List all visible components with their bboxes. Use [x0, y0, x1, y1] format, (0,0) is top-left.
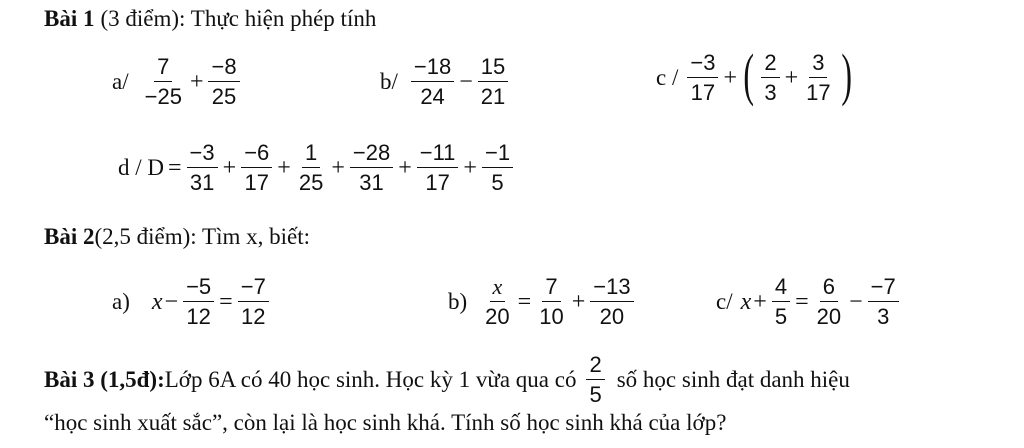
bai1-points: (3 điểm): [100, 6, 180, 31]
bai2-title: Bài 2: [44, 224, 95, 249]
numerator: −11: [417, 142, 459, 168]
operator: +: [753, 288, 767, 315]
fraction: [482, 142, 513, 194]
numerator: −1: [482, 142, 513, 168]
bai1-heading: [44, 6, 376, 32]
denominator: 17: [425, 170, 450, 195]
right-parenthesis: ): [840, 42, 852, 107]
numerator: 15: [478, 56, 508, 82]
bai3-title: Bài 3 (1,5đ):: [44, 367, 165, 392]
denominator: 20: [599, 304, 625, 329]
denominator: 31: [359, 170, 384, 195]
problem-label: b): [448, 289, 468, 314]
operator: +: [571, 288, 586, 315]
problem-label: c/: [716, 289, 733, 314]
numerator: 3: [809, 52, 827, 78]
bai2-problem-b: [448, 276, 637, 328]
fraction: [478, 56, 508, 108]
denominator: 5: [774, 304, 788, 329]
denominator: 12: [186, 304, 211, 329]
bai3-line2: [44, 410, 726, 436]
numerator: 1: [302, 142, 320, 168]
fraction: [868, 276, 899, 328]
variable-x: x: [740, 288, 752, 315]
equals-sign: =: [168, 154, 182, 181]
denominator: 21: [480, 84, 506, 109]
denominator: 17: [806, 80, 831, 105]
fraction: [687, 52, 718, 104]
equals-sign: =: [219, 288, 233, 315]
problem-label: c /: [656, 65, 679, 90]
bai1-task: : Thực hiện phép tính: [179, 6, 377, 31]
denominator: 10: [539, 304, 564, 329]
variable-x: x: [151, 288, 163, 315]
numerator: 6: [820, 276, 838, 302]
bai2-problem-a: [112, 276, 272, 328]
operator: +: [723, 64, 737, 91]
fraction: [772, 276, 790, 328]
bai2-heading: [44, 224, 310, 250]
bai3-text3: “học sinh xuất sắc”, còn lại là học sinh khá. Tính số học sinh khá của lớp?: [44, 410, 727, 435]
equals-sign: =: [795, 288, 809, 315]
problem-label: a/: [112, 69, 129, 94]
denominator: 5: [589, 382, 602, 407]
numerator: −5: [183, 276, 214, 302]
numerator: 2: [761, 52, 779, 78]
bai1-problem-a: [112, 56, 243, 108]
denominator: 24: [420, 84, 445, 109]
problem-label: b/: [380, 69, 398, 94]
numerator: −28: [350, 142, 393, 168]
numerator: x: [490, 276, 506, 302]
bai1-problem-b: [380, 56, 511, 108]
numerator: 7: [542, 276, 560, 302]
fraction: [241, 142, 272, 194]
numerator: −7: [868, 276, 899, 302]
denominator: 20: [816, 304, 842, 329]
operator: +: [222, 154, 237, 181]
fraction: [590, 276, 633, 328]
fraction: [183, 276, 214, 328]
fraction: [238, 276, 269, 328]
operator: +: [398, 154, 412, 181]
denominator: 25: [298, 170, 324, 195]
numerator: 7: [154, 56, 172, 82]
bai1-problem-d: [118, 142, 516, 194]
numerator: 4: [772, 276, 790, 302]
bai3-line1: [44, 354, 850, 406]
bai3-text1: Lớp 6A có 40 học sinh. Học kỳ 1 vừa qua có: [164, 367, 577, 392]
numerator: −8: [208, 56, 239, 82]
fraction: [761, 52, 779, 104]
fraction: [803, 52, 833, 104]
denominator: 5: [491, 170, 504, 195]
operator: +: [331, 154, 345, 181]
operator: +: [784, 64, 799, 91]
numerator: −13: [590, 276, 633, 302]
numerator: −6: [241, 142, 272, 168]
fraction: [187, 142, 218, 194]
numerator: −18: [411, 56, 454, 82]
operator: −: [849, 288, 863, 315]
left-parenthesis: (: [743, 42, 754, 107]
bai3-text2: số học sinh đạt danh hiệu: [616, 367, 850, 392]
denominator: 25: [211, 84, 237, 109]
numerator: −7: [238, 276, 269, 302]
fraction: [586, 354, 604, 406]
fraction: [208, 56, 239, 108]
denominator: 17: [690, 80, 716, 105]
operator: −: [459, 68, 473, 95]
numerator: 2: [586, 354, 604, 380]
equals-sign: =: [517, 288, 532, 315]
fraction: [411, 56, 454, 108]
operator: +: [189, 68, 204, 95]
problem-label: d / D: [118, 155, 164, 180]
denominator: 3: [764, 80, 777, 105]
fraction: [536, 276, 566, 328]
problem-label: a): [112, 289, 130, 314]
fraction: [417, 142, 459, 194]
numerator: −3: [187, 142, 218, 168]
denominator: 20: [485, 304, 510, 329]
denominator: 17: [244, 170, 269, 195]
denominator: 31: [189, 170, 215, 195]
bai1-problem-c: [656, 42, 856, 107]
fraction: [350, 142, 393, 194]
fraction: [814, 276, 844, 328]
operator: −: [164, 288, 179, 315]
denominator: 3: [877, 304, 890, 329]
fraction: [142, 56, 185, 108]
fraction: [482, 276, 512, 328]
bai2-task: (2,5 điểm): Tìm x, biết:: [94, 224, 310, 249]
bai1-title: Bài 1: [44, 6, 95, 31]
operator: +: [463, 154, 477, 181]
bai2-problem-c: [716, 276, 902, 328]
fraction: [296, 142, 326, 194]
denominator: 12: [241, 304, 266, 329]
numerator: −3: [687, 52, 718, 78]
operator: +: [277, 154, 291, 181]
denominator: −25: [144, 84, 182, 109]
